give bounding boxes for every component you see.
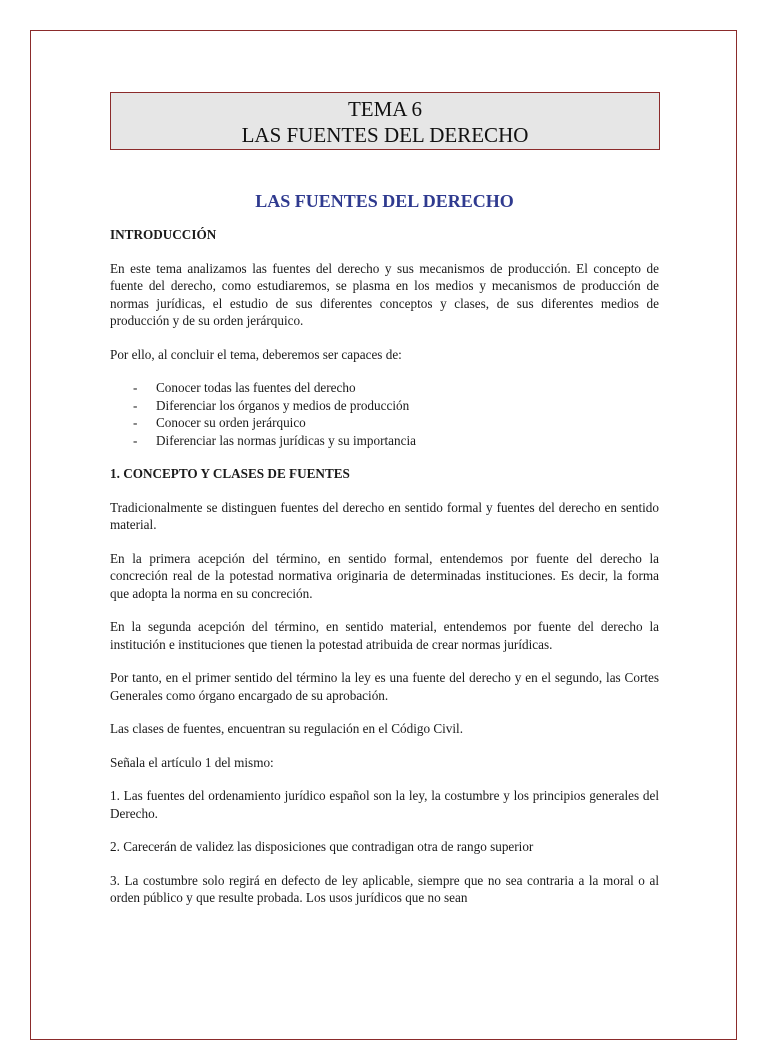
goal-item: - Diferenciar los órganos y medios de producción — [110, 397, 659, 415]
section1-paragraph: 2. Carecerán de validez las disposiciones que contradigan otra de rango superior — [110, 839, 534, 854]
section1-paragraph: En la segunda acepción del término, en sentido material, entendemos por fuente del derecho la institución e instituciones que tienen la potestad atribuida de crear normas jurídicas. — [110, 619, 659, 652]
intro-heading: INTRODUCCIÓN — [110, 227, 217, 242]
section1-paragraph: Señala el artículo 1 del mismo: — [110, 754, 274, 770]
title-line-2: LAS FUENTES DEL DERECHO — [241, 123, 529, 147]
goal-item: - Conocer su orden jerárquico — [110, 414, 659, 432]
document-content — [110, 186, 659, 923]
section1-paragraph: Las clases de fuentes, encuentran su regulación en el Código Civil. — [110, 721, 464, 736]
intro-paragraph-1: En este tema analizamos las fuentes del derecho y sus mecanismos de producción. El concepto de fuente del derecho, como estudiaremos, se plasma en los medios y mecanismos de producción de normas jurídicas, el estudio de sus diferentes conceptos y clases, de sus diferentes medios de producción y de su orden jerárquico. — [110, 260, 659, 328]
section1-paragraph: Tradicionalmente se distinguen fuentes del derecho en sentido formal y fuentes del derecho en sentido material. — [110, 499, 659, 532]
section1-paragraph: 3. La costumbre solo regirá en defecto de ley aplicable, siempre que no sea contraria a la moral o al orden público y que resulte probada. Los usos jurídicos que no sean — [110, 872, 659, 905]
section1-paragraph: Por tanto, en el primer sentido del término la ley es una fuente del derecho y en el segundo, las Cortes Generales como órgano encargado de su aprobación. — [110, 670, 659, 703]
title-box — [110, 92, 660, 150]
goal-item: - Diferenciar las normas jurídicas y su importancia — [110, 432, 659, 450]
section1-paragraph: En la primera acepción del término, en sentido formal, entendemos por fuente del derecho la concreción real de la potestad normativa originaria de determinadas instituciones. Es decir, la forma que adopta la norma en su concreción. — [110, 550, 659, 601]
section1-heading: 1. CONCEPTO Y CLASES DE FUENTES — [110, 466, 350, 481]
title-line-1: TEMA 6 — [347, 97, 423, 121]
intro-paragraph-2: Por ello, al concluir el tema, deberemos ser capaces de: — [110, 346, 402, 362]
document-subtitle: LAS FUENTES DEL DERECHO — [255, 191, 514, 211]
section1-paragraph: 1. Las fuentes del ordenamiento jurídico español son la ley, la costumbre y los principios generales del Derecho. — [110, 788, 659, 821]
goal-item: - Conocer todas las fuentes del derecho — [110, 379, 659, 397]
goals-list — [110, 379, 659, 449]
